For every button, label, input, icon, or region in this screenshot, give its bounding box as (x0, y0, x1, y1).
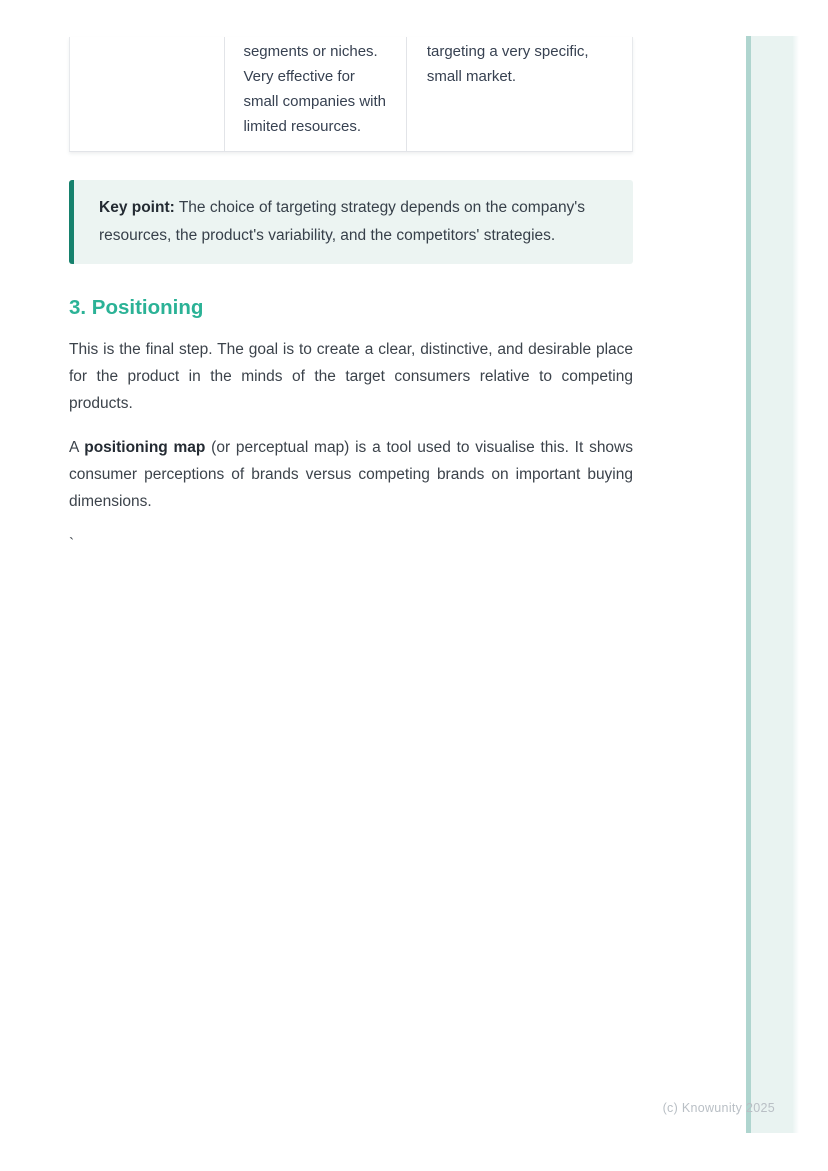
section-heading: 3. Positioning (69, 296, 204, 319)
page-edge-stripe (746, 36, 793, 1133)
paragraph-positioning-map (69, 434, 633, 515)
paragraph-text: A (69, 439, 85, 456)
copyright-footer: (c) Knowunity 2025 (662, 1101, 775, 1115)
paragraph-text: (or perceptual map) is a tool used to visualise this. It shows consumer perceptions of brands versus competing brands on important buying dimensions. (69, 439, 634, 510)
key-point-callout (69, 180, 633, 264)
table-cell-empty (70, 37, 225, 151)
table-cell-description: segments or niches. Very effective for small companies with limited resources. (225, 37, 406, 151)
targeting-strategies-table (69, 37, 633, 152)
paragraph-positioning-intro: This is the final step. The goal is to create a clear, distinctive, and desirable place for the product in the minds of the target consumers relative to competing products. (69, 341, 633, 412)
table-cell-description: targeting a very specific, small market. (426, 43, 589, 85)
positioning-map-term: positioning map (84, 439, 206, 456)
stray-backtick: ` (69, 536, 75, 553)
page-edge-stripe-fade (793, 36, 799, 1133)
callout-text: The choice of targeting strategy depends on the company's resources, the product's variability, and the competitors' strategies. (99, 199, 586, 244)
callout-label: Key point: (99, 199, 175, 216)
page-content (69, 0, 633, 555)
